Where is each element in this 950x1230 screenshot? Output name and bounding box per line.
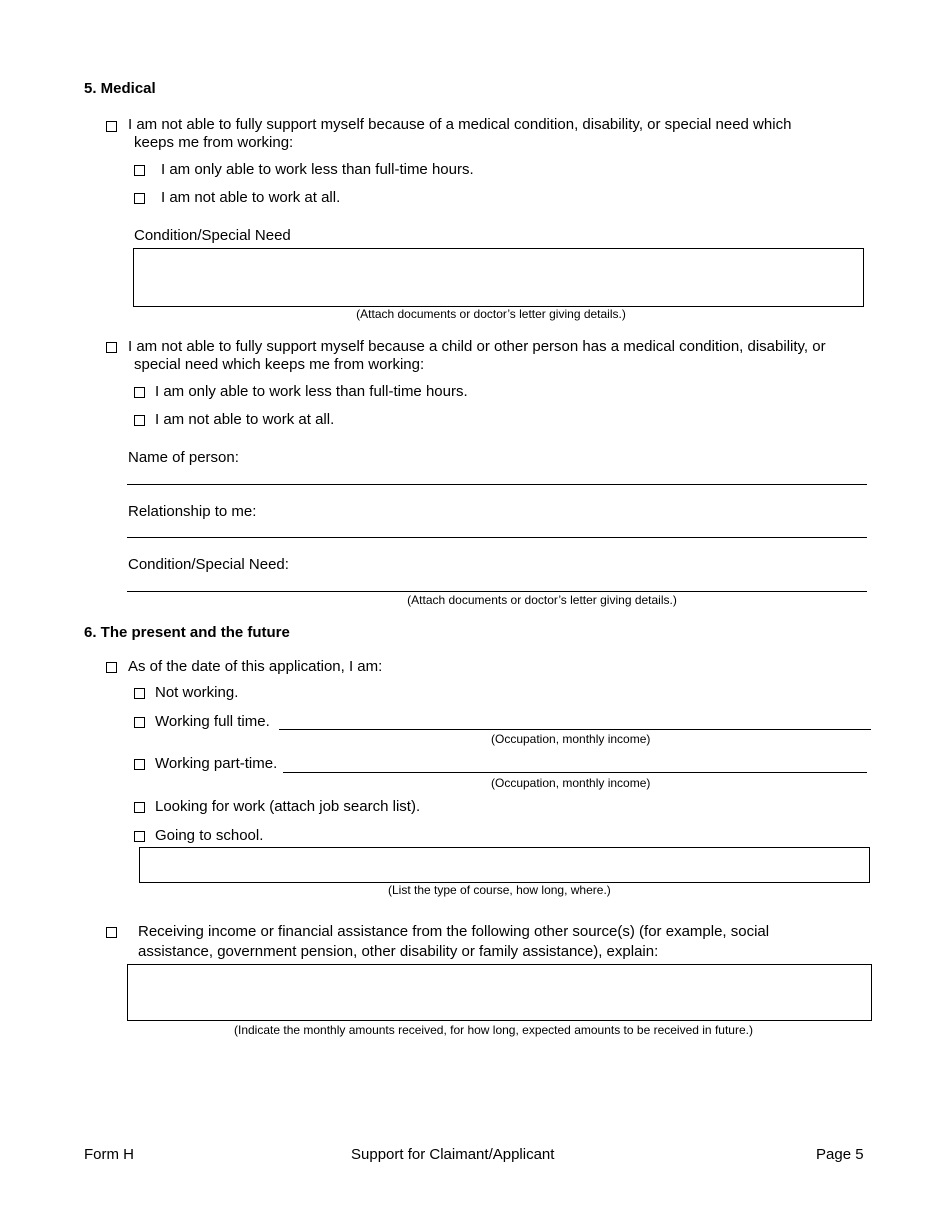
part-time-details-field[interactable]: [283, 772, 867, 773]
other-income-field[interactable]: [127, 964, 872, 1021]
attach-documents-note: (Attach documents or doctor’s letter giving details.): [356, 307, 626, 321]
dependent-condition-field[interactable]: [127, 591, 867, 592]
medical-condition-checkbox[interactable]: [106, 121, 117, 132]
relationship-field[interactable]: [127, 537, 867, 538]
as-of-date-checkbox[interactable]: [106, 662, 117, 673]
other-income-note: (Indicate the monthly amounts received, for how long, expected amounts to be received in future.): [234, 1023, 753, 1037]
condition-special-need-label: Condition/Special Need: [134, 227, 291, 244]
footer-page-number: Page 5: [816, 1146, 864, 1163]
not-working-label: Not working.: [155, 684, 239, 701]
part-time-note: (Occupation, monthly income): [491, 776, 651, 790]
section-6-heading: 6. The present and the future: [84, 624, 290, 641]
looking-for-work-label: Looking for work (attach job search list).: [155, 798, 421, 815]
other-income-text-line1: Receiving income or financial assistance from the following other source(s) (for example, social: [138, 923, 770, 940]
not-working-checkbox[interactable]: [134, 688, 145, 699]
name-of-person-field[interactable]: [127, 484, 867, 485]
full-time-note: (Occupation, monthly income): [491, 732, 651, 746]
as-of-date-label: As of the date of this application, I am:: [128, 658, 383, 675]
dependent-condition-text-line1: I am not able to fully support myself because a child or other person has a medical condition, disability, or: [128, 338, 826, 355]
relationship-label: Relationship to me:: [128, 503, 257, 520]
not-able-to-work-label: I am not able to work at all.: [161, 189, 341, 206]
dependent-condition-checkbox[interactable]: [106, 342, 117, 353]
less-than-full-time-label: I am only able to work less than full-time hours.: [161, 161, 474, 178]
working-part-time-label: Working part-time.: [155, 755, 278, 772]
dependent-condition-label: Condition/Special Need:: [128, 556, 289, 573]
school-note: (List the type of course, how long, where.): [388, 883, 611, 897]
working-part-time-checkbox[interactable]: [134, 759, 145, 770]
medical-condition-text-line2: keeps me from working:: [134, 134, 294, 151]
section-5-heading: 5. Medical: [84, 80, 156, 97]
condition-special-need-field[interactable]: [133, 248, 864, 307]
not-able-to-work-checkbox[interactable]: [134, 193, 145, 204]
less-than-full-time-checkbox[interactable]: [134, 165, 145, 176]
medical-condition-text-line1: I am not able to fully support myself because of a medical condition, disability, or special need which: [128, 116, 792, 133]
other-income-text-line2: assistance, government pension, other disability or family assistance), explain:: [138, 943, 659, 960]
dependent-condition-text-line2: special need which keeps me from working:: [134, 356, 425, 373]
dependent-not-able-to-work-label: I am not able to work at all.: [155, 411, 335, 428]
dependent-attach-documents-note: (Attach documents or doctor’s letter giving details.): [407, 593, 677, 607]
looking-for-work-checkbox[interactable]: [134, 802, 145, 813]
other-income-checkbox[interactable]: [106, 927, 117, 938]
going-to-school-label: Going to school.: [155, 827, 264, 844]
dependent-less-than-full-time-label: I am only able to work less than full-time hours.: [155, 383, 468, 400]
name-of-person-label: Name of person:: [128, 449, 239, 466]
full-time-details-field[interactable]: [279, 729, 871, 730]
going-to-school-checkbox[interactable]: [134, 831, 145, 842]
dependent-not-able-to-work-checkbox[interactable]: [134, 415, 145, 426]
dependent-less-than-full-time-checkbox[interactable]: [134, 387, 145, 398]
school-details-field[interactable]: [139, 847, 870, 883]
footer-form-label: Form H: [84, 1146, 134, 1163]
working-full-time-checkbox[interactable]: [134, 717, 145, 728]
working-full-time-label: Working full time.: [155, 713, 270, 730]
footer-title: Support for Claimant/Applicant: [351, 1146, 555, 1163]
